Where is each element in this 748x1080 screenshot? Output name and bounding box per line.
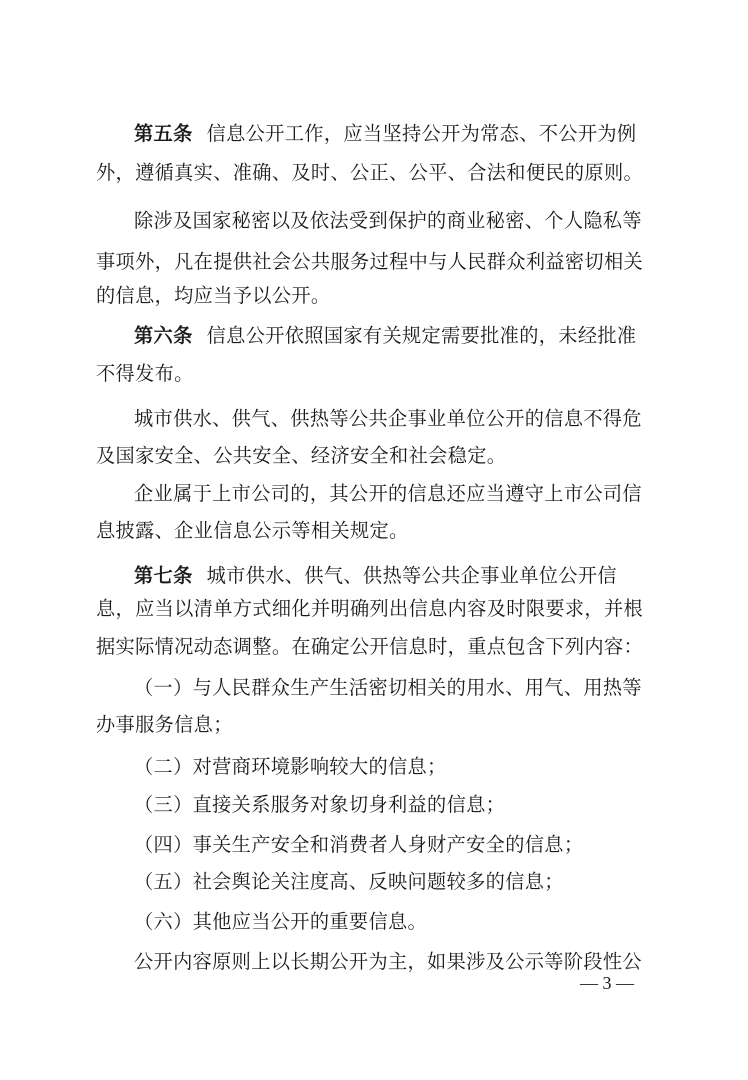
list-item-2: （二）对营商环境影响较大的信息； [134, 755, 447, 778]
list-item-4: （四）事关生产安全和消费者人身财产安全的信息； [134, 833, 584, 856]
list-item-6: （六）其他应当公开的重要信息。 [134, 910, 428, 933]
paragraph-line: 及国家安全、公共安全、经济安全和社会稳定。 [96, 444, 507, 467]
paragraph-line: 据实际情况动态调整。在确定公开信息时，重点包含下列内容： [96, 635, 644, 658]
article-7-heading: 第七条 [134, 564, 193, 587]
article-5-heading: 第五条 [134, 122, 193, 145]
article-7-line-1 [134, 562, 656, 590]
article-6-heading: 第六条 [134, 324, 193, 347]
paragraph-line: 事项外，凡在提供社会公共服务过程中与人民群众利益密切相关 [96, 250, 644, 273]
article-6-line-1 [134, 322, 656, 350]
paragraph-line: 息，应当以清单方式细化并明确列出信息内容及时限要求，并根 [96, 597, 644, 620]
article-5-line-1 [134, 120, 656, 148]
paragraph-line: 办事服务信息； [96, 713, 233, 736]
paragraph-line: 城市供水、供气、供热等公共企事业单位公开的信息不得危 [134, 407, 642, 430]
paragraph-line: 息披露、企业信息公示等相关规定。 [96, 519, 409, 542]
paragraph-text: 城市供水、供气、供热等公共企事业单位公开信 [206, 564, 617, 587]
paragraph-line: 公开内容原则上以长期公开为主，如果涉及公示等阶段性公 [134, 950, 642, 973]
paragraph-text: 信息公开依照国家有关规定需要批准的，未经批准 [206, 324, 637, 347]
paragraph-line: 不得发布。 [96, 362, 194, 385]
paragraph-text: 信息公开工作，应当坚持公开为常态、不公开为例 [206, 122, 637, 145]
list-item-3: （三）直接关系服务对象切身利益的信息； [134, 793, 506, 816]
paragraph-line: 企业属于上市公司的，其公开的信息还应当遵守上市公司信 [134, 482, 642, 505]
paragraph-line: 外，遵循真实、准确、及时、公正、公平、合法和便民的原则。 [96, 161, 644, 184]
paragraph-line: 的信息，均应当予以公开。 [96, 284, 331, 307]
paragraph-line: 除涉及国家秘密以及依法受到保护的商业秘密、个人隐私等 [134, 209, 642, 232]
list-item-1: （一）与人民群众生产生活密切相关的用水、用气、用热等 [134, 676, 642, 699]
page-number: — 3 — [580, 973, 634, 993]
list-item-5: （五）社会舆论关注度高、反映问题较多的信息； [134, 870, 564, 893]
